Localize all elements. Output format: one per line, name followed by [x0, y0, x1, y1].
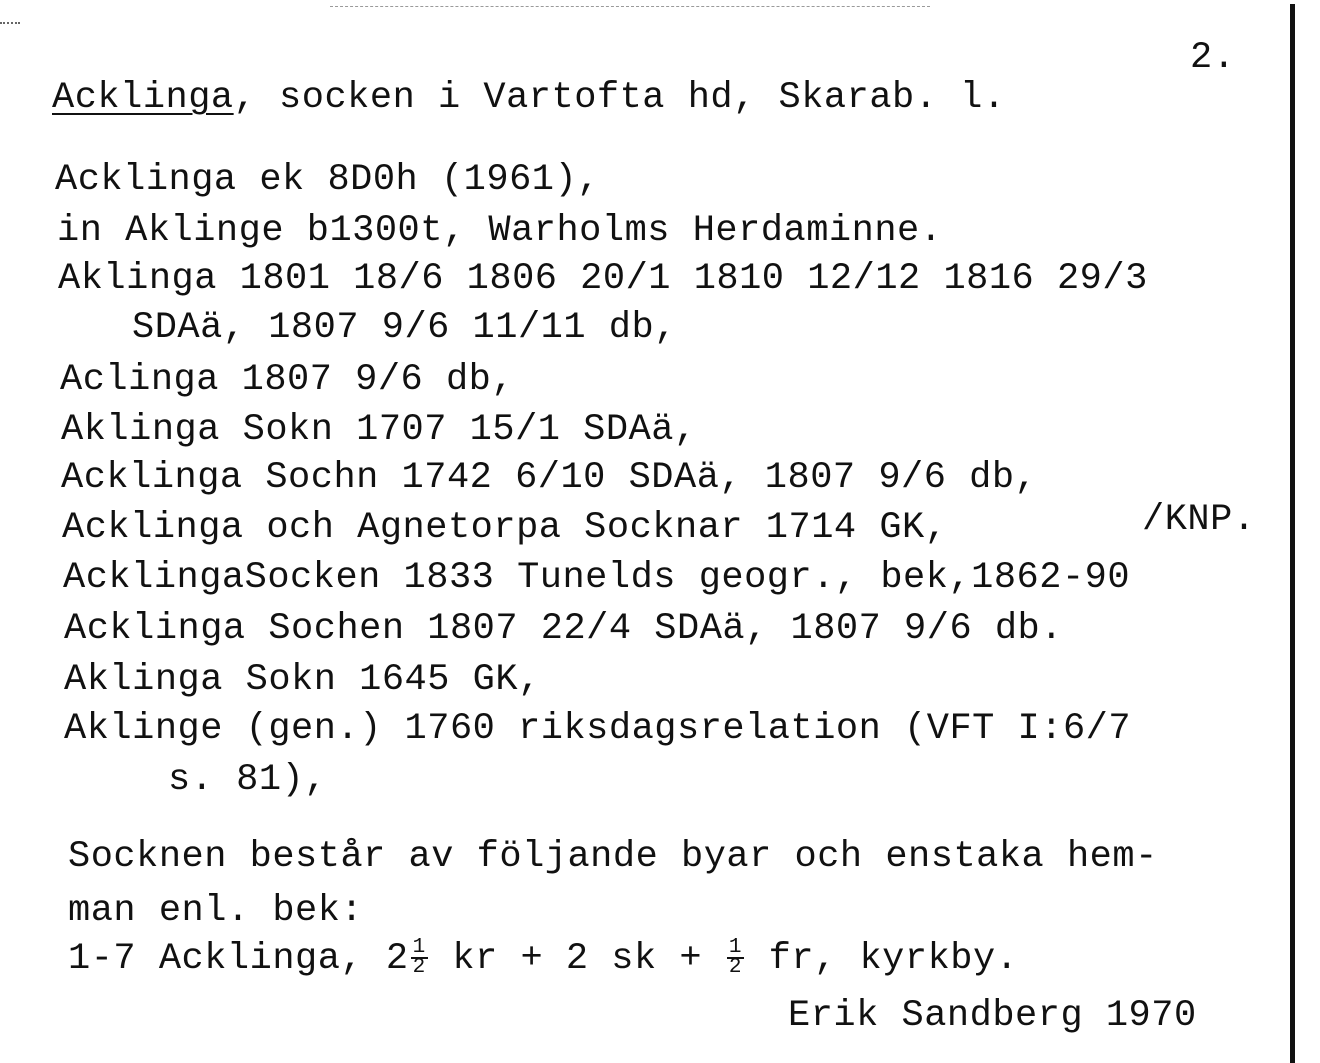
- fraction-denominator: 2: [728, 956, 742, 980]
- paragraph-line: Socknen består av följande byar och enstaka hem-: [68, 836, 1158, 878]
- form-line: Acklinga och Agnetorpa Socknar 1714 GK,: [62, 507, 948, 549]
- paragraph-line: man enl. bek:: [68, 890, 364, 932]
- form-line: Aklinga Sokn 1707 15/1 SDAä,: [61, 409, 697, 451]
- heading-name: Acklinga: [52, 77, 234, 119]
- entry-prefix: 1-7 Acklinga, 2: [68, 938, 409, 980]
- signature: Erik Sandberg 1970: [788, 995, 1197, 1037]
- entry-middle: kr + 2 sk +: [429, 938, 725, 980]
- card-heading: [52, 76, 1006, 120]
- page-number: 2.: [1190, 37, 1236, 79]
- fraction-numerator: 1: [412, 936, 426, 960]
- fraction-denominator: 2: [412, 956, 426, 980]
- form-line: Aclinga 1807 9/6 db,: [60, 359, 515, 401]
- heading-rest: , socken i Vartofta hd, Skarab. l.: [233, 77, 1006, 119]
- form-line: Aklinga Sokn 1645 GK,: [64, 659, 541, 701]
- form-line: Acklinga Sochn 1742 6/10 SDAä, 1807 9/6 db,: [61, 457, 1038, 499]
- settlement-entry: [68, 937, 1018, 981]
- form-line: Acklinga ek 8D0h (1961),: [55, 159, 600, 201]
- form-line: Acklinga Sochen 1807 22/4 SDAä, 1807 9/6 db.: [64, 608, 1063, 650]
- form-line: Aklinge (gen.) 1760 riksdagsrelation (VFT I:6/7: [64, 708, 1132, 750]
- form-line: Aklinga 1801 18/6 1806 20/1 1810 12/12 1816 29/3: [58, 258, 1148, 300]
- half-fraction: [411, 936, 428, 980]
- half-fraction: [727, 936, 744, 980]
- form-line: AcklingaSocken 1833 Tunelds geogr., bek,1862-90: [63, 557, 1131, 599]
- scan-speck: [0, 22, 20, 26]
- form-line: SDAä, 1807 9/6 11/11 db,: [132, 307, 677, 349]
- form-line: in Aklinge b1300t, Warholms Herdaminne.: [57, 210, 943, 252]
- form-line: s. 81),: [168, 759, 327, 801]
- fraction-numerator: 1: [728, 936, 742, 960]
- card-right-edge: [1290, 4, 1295, 1063]
- card-top-edge: [330, 6, 930, 8]
- source-tag: /KNP.: [1142, 499, 1256, 541]
- entry-tail: fr, kyrkby.: [745, 938, 1019, 980]
